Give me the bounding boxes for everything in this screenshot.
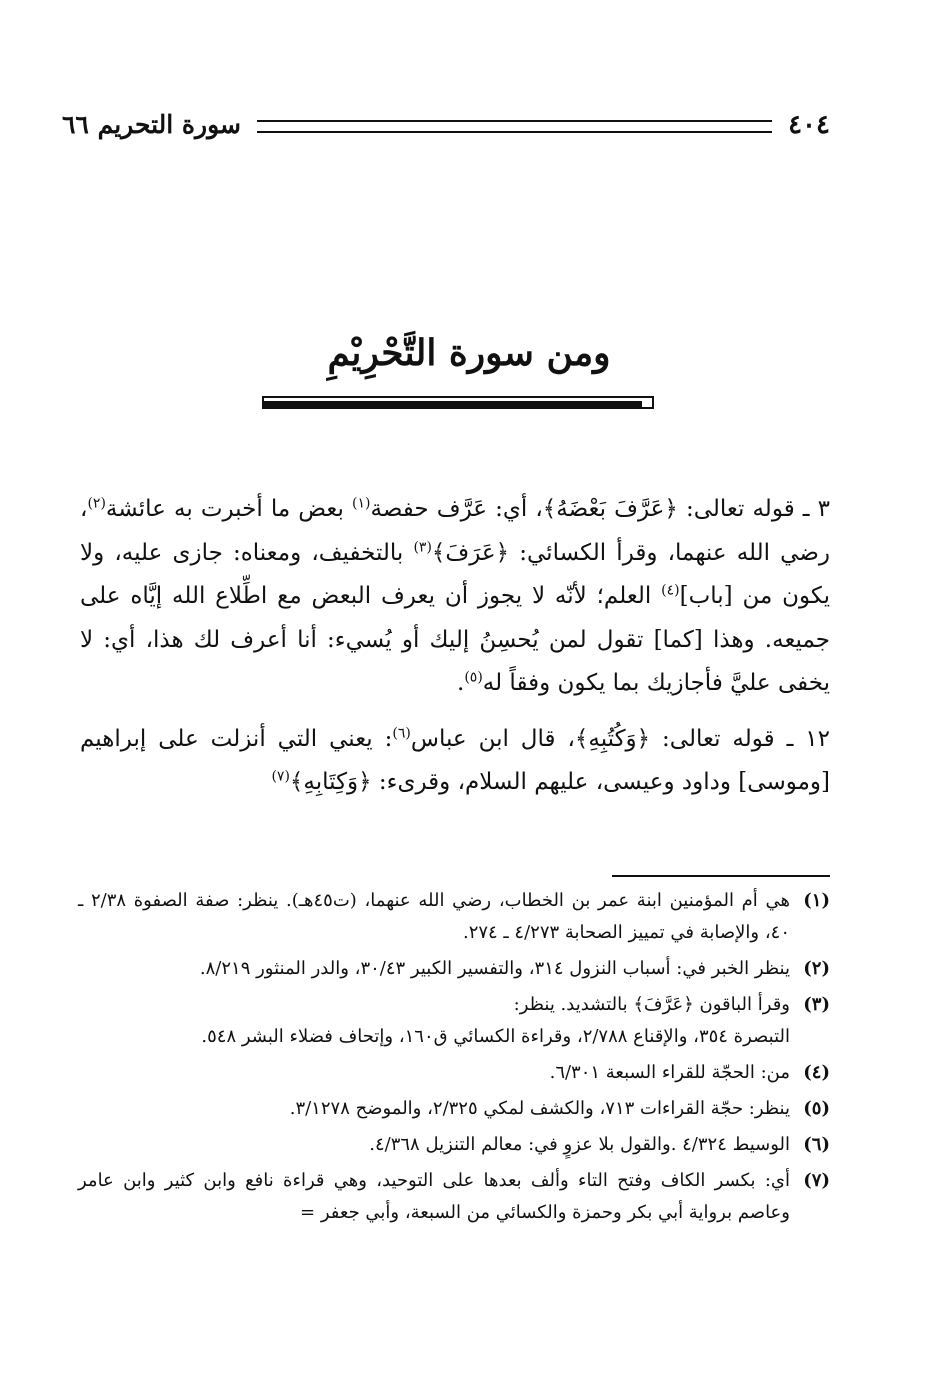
main-text (80, 488, 830, 817)
footnote-text: ينظر الخبر في: أسباب النزول ٣١٤، والتفسير الكبير ٣٠/٤٣، والدر المنثور ٨/٢١٩. (199, 958, 790, 979)
footnote-text: من: الحجّة للقراء السبعة ٦/٣٠١. (549, 1062, 790, 1083)
footnote-ref-6[interactable]: (٦) (392, 724, 411, 741)
footnote-text: أي: بكسر الكاف وفتح التاء وألف بعدها على التوحيد، وهي قراءة نافع وابن كثير وابن عامر وعاصم برواية أبي بكر وحمزة والكسائي من السبعة، وأبي جعفر = (78, 1170, 790, 1223)
footnote-number: (٧) (803, 1170, 830, 1191)
text-run: ، رضي الله عنهما، وقرأ الكسائي: ﴿عَرَفَ﴾ (80, 496, 830, 566)
footnote-1 (78, 885, 830, 949)
footnote-separator (612, 875, 830, 877)
title-rule-bar (262, 401, 642, 409)
footnote-6 (78, 1129, 830, 1161)
footnote-text: ينظر: حجّة القراءات ٧١٣، والكشف لمكي ٢/٣٢٥، والموضح ٣/١٢٧٨. (289, 1098, 790, 1119)
paragraph-verse-12 (80, 718, 830, 805)
text-run: العلم؛ لأنّه لا يجوز أن يعرف البعض مع اطِّلاع الله إيَّاه على جميعه. وهذا [كما] تقول لمن يُحسِنُ إليك أو يُسيء: أنا أعرف لك هذا، أي: لا يخفى عليَّ فأجازيك بما يكون وفقاً له (80, 583, 830, 696)
footnotes (78, 885, 830, 1233)
footnote-ref-3[interactable]: (٣) (413, 538, 432, 555)
footnote-ref-4[interactable]: (٤) (661, 582, 680, 599)
chapter-title: ومن سورة التَّحْرِيْمِ (327, 332, 611, 374)
footnote-text: وقرأ الباقون ﴿عَرَّفَ﴾ بالتشديد. ينظر: (513, 994, 790, 1015)
footnote-number: (١) (803, 890, 830, 911)
header-double-rule (257, 120, 772, 133)
footnote-number: (٢) (803, 958, 830, 979)
text-run: بعض ما أخبرت به عائشة (105, 496, 353, 522)
footnote-2 (78, 953, 830, 985)
footnote-number: (٣) (803, 994, 830, 1015)
page-number: ٤٠٤ (788, 110, 830, 140)
footnote-ref-7[interactable]: (٧) (271, 768, 290, 785)
text-run: بالتخفيف، ومعناه: جازى عليه، ولا يكون من [باب] (80, 539, 830, 609)
footnote-text: الوسيط ٤/٣٢٤ .والقول بلا عزوٍ في: معالم التنزيل ٤/٣٦٨. (369, 1134, 790, 1155)
title-ornament-rule (262, 396, 654, 409)
text-run: . (457, 670, 465, 696)
footnote-ref-1[interactable]: (١) (352, 495, 371, 512)
footnote-ref-2[interactable]: (٢) (87, 495, 106, 512)
footnote-5 (78, 1093, 830, 1125)
footnote-7 (78, 1165, 830, 1229)
paragraph-verse-3 (80, 488, 830, 706)
text-run: ٣ ـ قوله تعالى: ﴿عَرَّفَ بَعْضَهُ﴾، أي: عَرَّف حفصة (370, 496, 830, 522)
text-run: ١٢ ـ قوله تعالى: ﴿وَكُتُبِهِ﴾، قال ابن عباس (410, 725, 830, 752)
footnote-text-continuation: التبصرة ٣٥٤، والإقناع ٢/٧٨٨، وقراءة الكسائي ق١٦٠، وإتحاف فضلاء البشر ٥٤٨. (201, 1026, 790, 1047)
footnote-number: (٥) (803, 1098, 830, 1119)
footnote-number: (٦) (803, 1134, 830, 1155)
text-run: : يعني التي أنزلت على إبراهيم [وموسى] وداود وعيسى، عليهم السلام، وقرىء: ﴿وَكِتَابِهِ﴾ (80, 725, 830, 795)
running-header (62, 108, 830, 142)
footnote-ref-5[interactable]: (٥) (464, 669, 483, 686)
footnote-3 (78, 989, 830, 1053)
running-title: سورة التحريم ٦٦ (62, 110, 241, 139)
footnote-4 (78, 1057, 830, 1089)
footnote-text: هي أم المؤمنين ابنة عمر بن الخطاب، رضي الله عنهما، (ت٤٥هـ). ينظر: صفة الصفوة ٢/٣٨ ـ ٤٠، والإصابة في تمييز الصحابة ٤/٢٧٣ ـ ٢٧٤. (78, 890, 790, 943)
footnote-number: (٤) (803, 1062, 830, 1083)
